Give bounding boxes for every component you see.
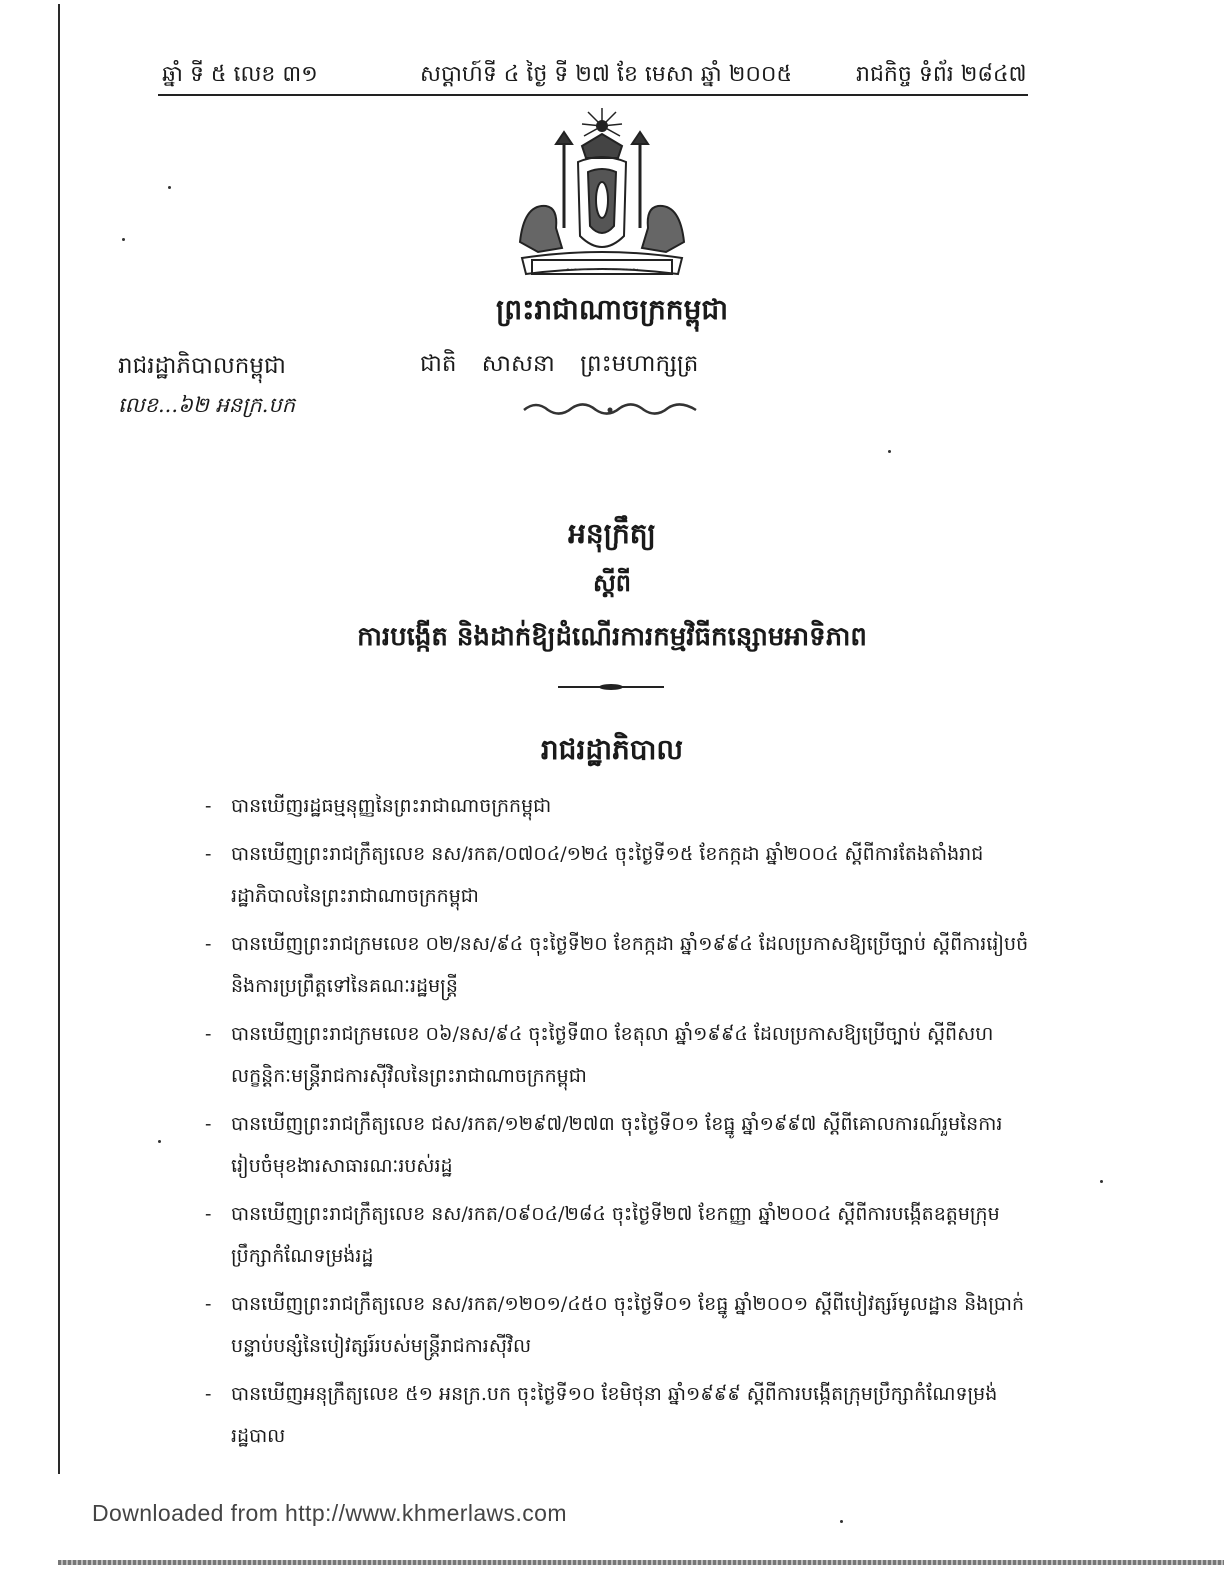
list-item-text: បានឃើញព្រះរាជក្រឹត្យលេខ ជស/រកត/១២៩៧/២៧៣ ចុះថ្ងៃទី០១ ខែធ្នូ ឆ្នាំ១៩៩៧ ស្តីពីគោលការណ៍រួមនៃការរៀបចំមុខងារសាធារណៈរបស់រដ្ឋ <box>231 1113 1003 1177</box>
header-date: សប្តាហ៍ទី ៤ ថ្ងៃ ទី ២៧ ខែ មេសា ឆ្នាំ ២០០៥ <box>420 62 793 87</box>
scan-speck <box>888 450 891 453</box>
scan-speck <box>840 1520 843 1523</box>
list-item-text: បានឃើញព្រះរាជក្រមលេខ ០២/នស/៩៤ ចុះថ្ងៃទី២០ ខែកក្កដា ឆ្នាំ១៩៩៤ ដែលប្រកាសឱ្យប្រើច្បាប់ ស្តីពីការរៀបចំ និងការប្រព្រឹត្តទៅនៃគណៈរដ្ឋមន្ត្រី <box>231 933 1029 997</box>
scan-bottom-edge <box>58 1560 1224 1565</box>
list-item-text: បានឃើញព្រះរាជក្រឹត្យលេខ នស/រកត/០៧០៤/១២៤ ចុះថ្ងៃទី១៥ ខែកក្កដា ឆ្នាំ២០០៤ ស្តីពីការតែងតាំងរាជរដ្ឋាភិបាលនៃព្រះរាជាណាចក្រកម្ពុជា <box>231 843 984 907</box>
bullet-dash: - <box>205 933 212 955</box>
royal-emblem-icon <box>512 108 692 286</box>
list-item <box>205 1193 1031 1277</box>
citations-list <box>205 785 1031 1463</box>
government-heading: រាជរដ្ឋាភិបាល <box>540 733 684 766</box>
bullet-dash: - <box>205 1383 212 1405</box>
header-rule <box>158 94 1028 96</box>
list-item <box>205 1373 1031 1457</box>
download-source-link[interactable]: Downloaded from http://www.khmerlaws.com <box>92 1500 567 1526</box>
header-page: រាជកិច្ច ទំព័រ ២៨៤៧ <box>856 62 1027 87</box>
list-item <box>205 785 1031 827</box>
list-item-text: បានឃើញព្រះរាជក្រឹត្យលេខ នស/រកត/០៩០៤/២៨៤ ចុះថ្ងៃទី២៧ ខែកញ្ញា ឆ្នាំ២០០៤ ស្តីពីការបង្កើតឧត្តមក្រុមប្រឹក្សាកំណែទម្រង់រដ្ឋ <box>231 1203 1000 1267</box>
issuing-government: រាជរដ្ឋាភិបាលកម្ពុជា <box>118 353 286 379</box>
section-divider <box>558 683 664 691</box>
bullet-dash: - <box>205 1113 212 1135</box>
list-item-text: បានឃើញអនុក្រឹត្យលេខ ៥១ អនក្រ.បក ចុះថ្ងៃទី១០ ខែមិថុនា ឆ្នាំ១៩៩៩ ស្តីពីការបង្កើតក្រុមប្រឹក្សាកំណែទម្រង់រដ្ឋបាល <box>231 1383 998 1447</box>
scan-speck <box>122 238 125 241</box>
header-gazette-issue: ឆ្នាំ ទី ៥ លេខ ៣១ <box>162 62 318 87</box>
about-label: ស្តីពី <box>592 568 632 597</box>
scan-speck <box>158 1140 161 1143</box>
bullet-dash: - <box>205 1293 212 1315</box>
scan-speck <box>168 186 171 189</box>
scan-speck <box>1100 1180 1103 1183</box>
document-subject: ការបង្កើត និងដាក់ឱ្យដំណើរការកម្មវិធីកន្សោមអាទិភាព <box>357 622 867 652</box>
bullet-dash: - <box>205 1023 212 1045</box>
document-type-title: អនុក្រឹត្យ <box>568 517 656 550</box>
bullet-dash: - <box>205 1203 212 1225</box>
bullet-dash: - <box>205 795 212 817</box>
list-item <box>205 1013 1031 1097</box>
bullet-dash: - <box>205 843 212 865</box>
list-item-text: បានឃើញព្រះរាជក្រមលេខ ០៦/នស/៩៤ ចុះថ្ងៃទី៣០ ខែតុលា ឆ្នាំ១៩៩៤ ដែលប្រកាសឱ្យប្រើច្បាប់ ស្តីពីសហលក្ខន្តិកៈមន្ត្រីរាជការស៊ីវិលនៃព្រះរាជាណាចក្រកម្ពុជា <box>231 1023 994 1087</box>
list-item <box>205 1283 1031 1367</box>
list-item <box>205 923 1031 1007</box>
list-item-text: បានឃើញរដ្ឋធម្មនុញ្ញនៃព្រះរាជាណាចក្រកម្ពុជា <box>231 795 552 817</box>
list-item <box>205 1103 1031 1187</box>
kingdom-title: ព្រះរាជាណាចក្រកម្ពុជា <box>495 293 728 326</box>
ornament-flourish-icon <box>522 398 698 420</box>
svg-text:~~~ ~~~ ~~~: ~~~ ~~~ ~~~ <box>565 265 639 275</box>
list-item <box>205 833 1031 917</box>
reference-number: លេខ...៦២ អនក្រ.បក <box>118 393 296 417</box>
list-item-text: បានឃើញព្រះរាជក្រឹត្យលេខ នស/រកត/១២០១/៤៥០ ចុះថ្ងៃទី០១ ខែធ្នូ ឆ្នាំ២០០១ ស្តីពីបៀវត្សរ៍មូលដ្ឋាន និងប្រាក់បន្ទាប់បន្សំនៃបៀវត្សរ៍របស់មន្ត្រីរាជការស៊ីវិល <box>231 1293 1025 1357</box>
national-motto: ជាតិ សាសនា ព្រះមហាក្សត្រ <box>420 351 699 377</box>
